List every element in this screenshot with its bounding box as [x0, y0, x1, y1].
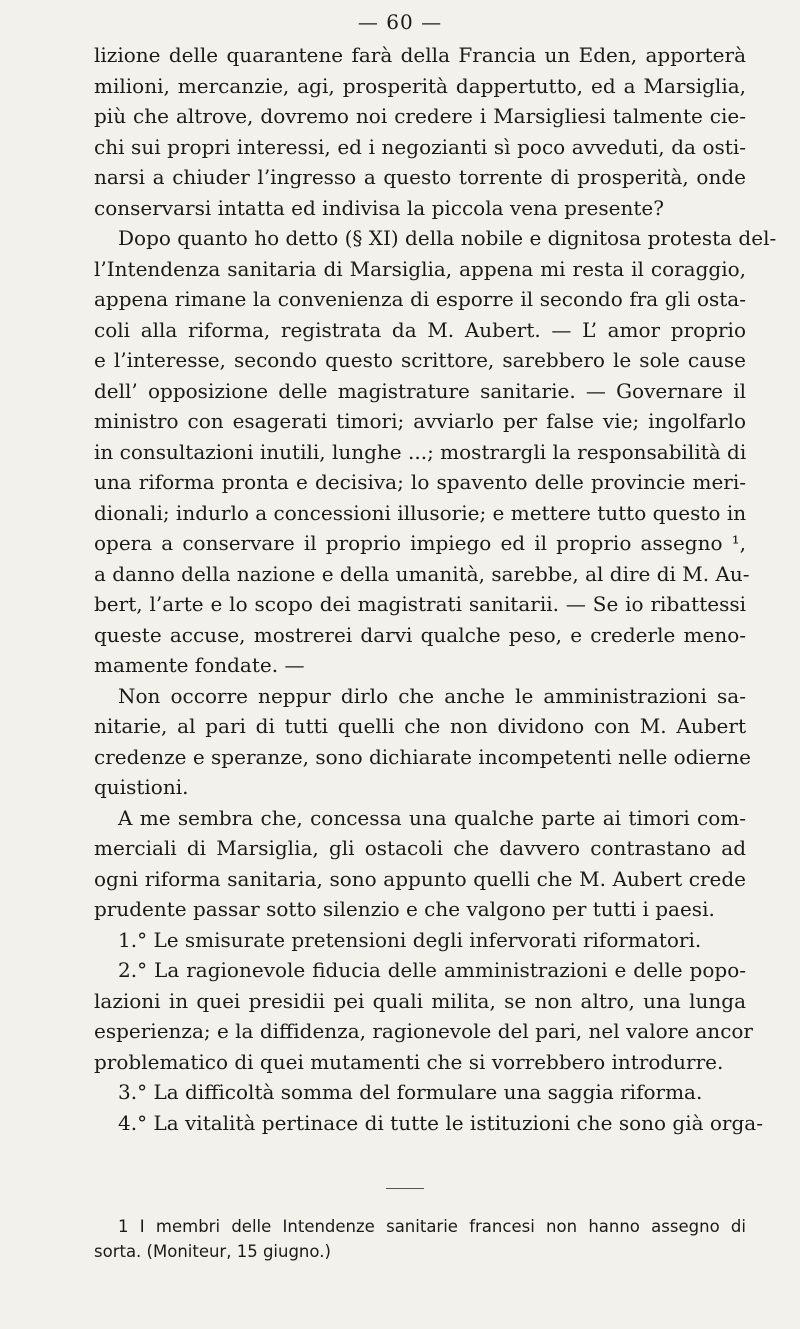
footnote-line: 1 I membri delle Intendenze sanitarie francesi non hanno assegno di — [118, 1217, 746, 1236]
text-line: chi sui propri interessi, ed i negozianti sì poco avveduti, da osti- — [94, 134, 746, 159]
text-line: dionali; indurlo a concessioni illusorie; e mettere tutto questo in — [94, 500, 747, 525]
text-line: lazioni in quei presidii pei quali milita, se non altro, una lunga — [94, 988, 746, 1013]
text-line: 1.° Le smisurate pretensioni degli infervorati riformatori. — [118, 927, 702, 952]
footnote-line: sorta. (Moniteur, 15 giugno.) — [94, 1242, 331, 1261]
page-number: — 60 — — [357, 10, 443, 34]
text-line: lizione delle quarantene farà della Francia un Eden, apporterà — [94, 43, 746, 67]
text-line: credenze e speranze, sono dichiarate incompetenti nelle odierne — [94, 744, 752, 769]
text-line: conservarsi intatta ed indivisa la piccola vena presente? — [94, 195, 664, 220]
text-line: milioni, mercanzie, agi, prosperità dappertutto, ed a Marsiglia, — [94, 73, 746, 98]
text-line: narsi a chiuder l’ingresso a questo torrente di prosperità, onde — [94, 165, 746, 189]
footnote-divider — [386, 1188, 424, 1189]
text-line: a danno della nazione e della umanità, sarebbe, al dire di M. Au- — [94, 561, 750, 586]
text-line: quistioni. — [94, 775, 189, 799]
text-line: una riforma pronta e decisiva; lo spavento delle provincie meri- — [94, 470, 746, 494]
text-line: in consultazioni inutili, lunghe ...; mostrargli la responsabilità di — [94, 439, 747, 464]
text-line: bert, l’arte e lo scopo dei magistrati sanitarii. — Se io ribattessi — [94, 592, 746, 616]
text-line: Non occorre neppur dirlo che anche le amministrazioni sa- — [118, 683, 746, 708]
text-line: ministro con esagerati timori; avviarlo per false vie; ingolfarlo — [94, 409, 746, 433]
text-line: 2.° La ragionevole fiducia delle amministrazioni e delle popo- — [118, 958, 746, 982]
text-line: mamente fondate. — — [94, 653, 305, 677]
text-line: dell’ opposizione delle magistrature sanitarie. — Governare il — [94, 378, 746, 403]
text-line: queste accuse, mostrerei darvi qualche peso, e crederle meno- — [94, 622, 746, 647]
body-text — [94, 40, 777, 1138]
text-line: merciali di Marsiglia, gli ostacoli che davvero contrastano ad — [94, 836, 746, 860]
text-line: coli alla riforma, registrata da M. Aubert. — L’ amor proprio — [94, 317, 746, 342]
text-line: Dopo quanto ho detto (§ XI) della nobile e dignitosa protesta del- — [118, 226, 777, 250]
text-line: A me sembra che, concessa una qualche parte ai timori com- — [118, 805, 746, 830]
text-line: prudente passar sotto silenzio e che valgono per tutti i paesi. — [94, 897, 715, 921]
text-line: ogni riforma sanitaria, sono appunto quelli che M. Aubert crede — [94, 866, 746, 891]
text-line: opera a conservare il proprio impiego ed il proprio assegno ¹, — [94, 531, 746, 555]
text-line: appena rimane la convenienza di esporre il secondo fra gli osta- — [94, 287, 746, 311]
text-line: e l’interesse, secondo questo scrittore, sarebbero le sole cause — [94, 348, 746, 372]
text-line: più che altrove, dovremo noi credere i Marsigliesi talmente cie- — [94, 104, 746, 128]
text-line: problematico di quei mutamenti che si vorrebbero introdurre. — [94, 1049, 724, 1074]
footnotes — [94, 1214, 746, 1264]
text-line: esperienza; e la diffidenza, ragionevole del pari, nel valore ancor — [94, 1019, 753, 1043]
text-line: nitarie, al pari di tutti quelli che non dividono con M. Aubert — [94, 714, 746, 738]
text-line: 4.° La vitalità pertinace di tutte le istituzioni che sono già orga- — [118, 1110, 763, 1135]
text-line: 3.° La difficoltà somma del formulare una saggia riforma. — [118, 1080, 703, 1104]
text-line: l’Intendenza sanitaria di Marsiglia, appena mi resta il coraggio, — [94, 256, 746, 281]
